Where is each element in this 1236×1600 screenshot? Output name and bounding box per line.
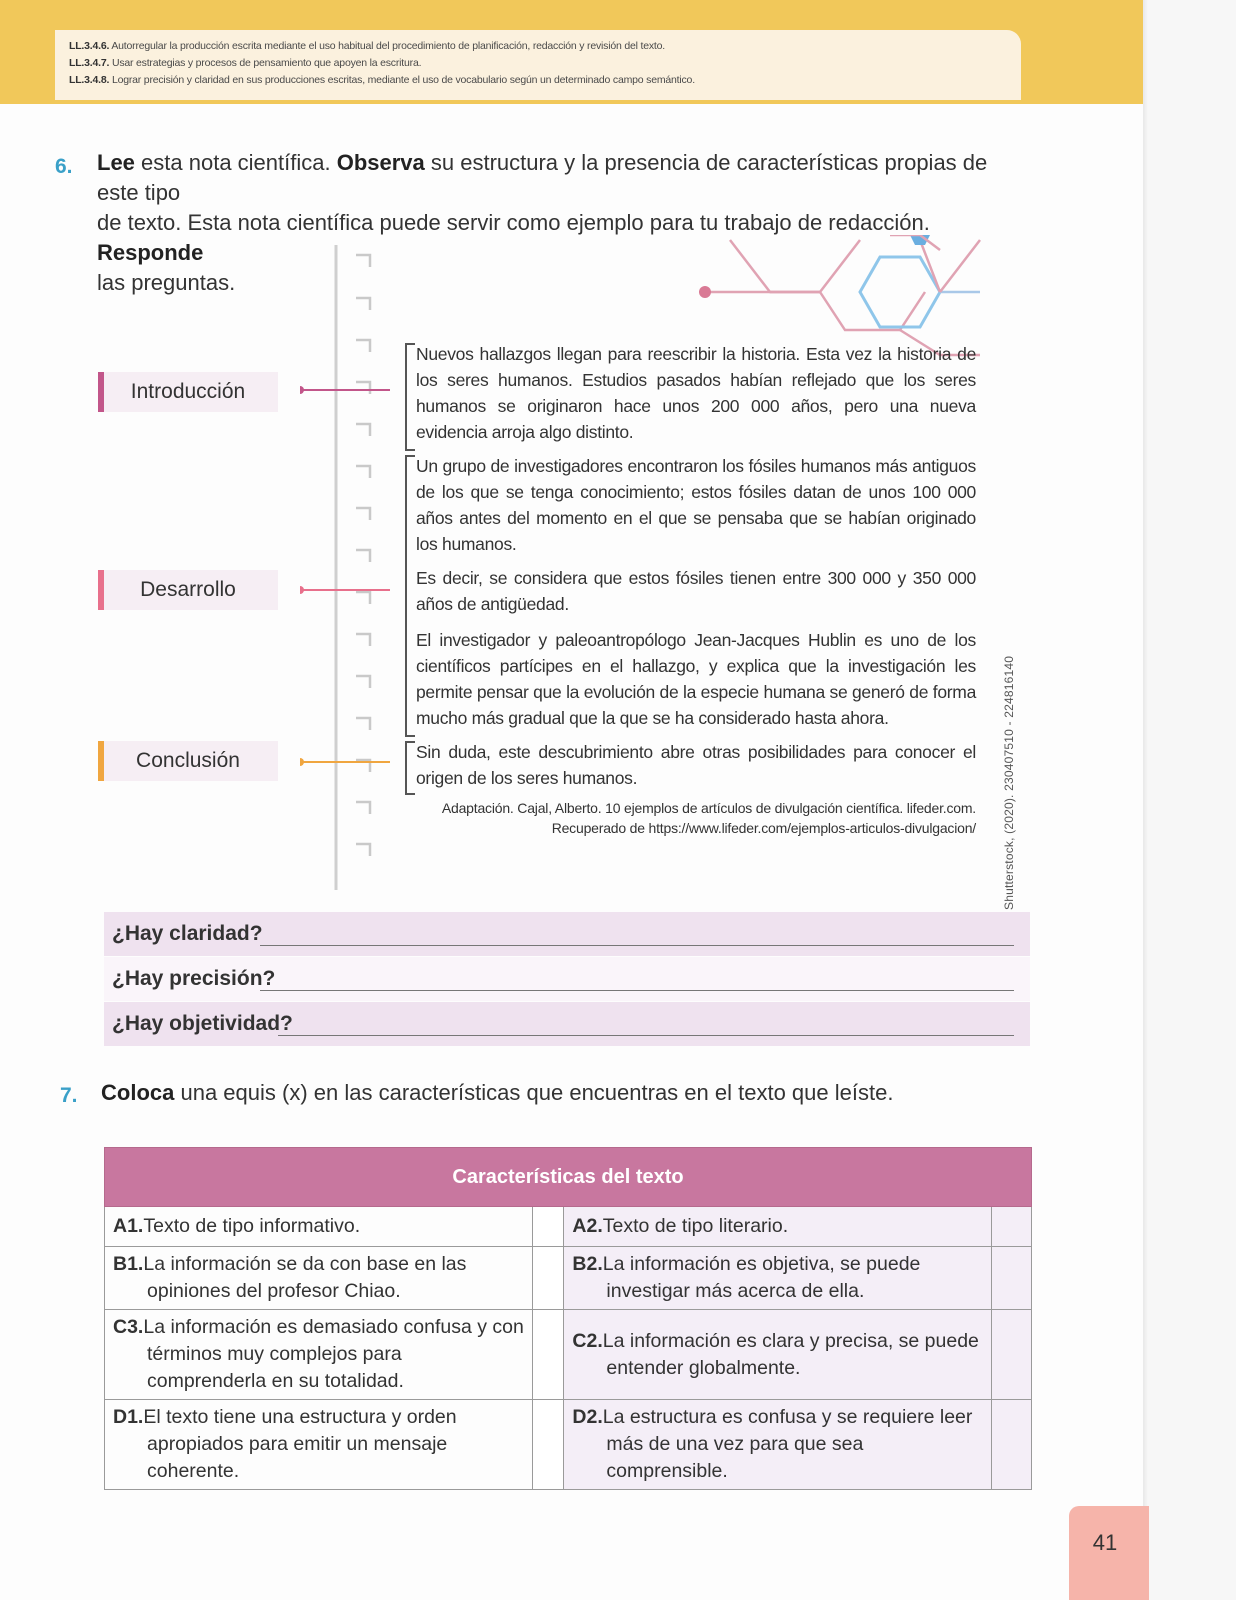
article-paragraph: Es decir, se considera que estos fósiles tienen entre 300 000 y 350 000 años de antigüedad. — [416, 568, 976, 614]
question-7-text: Coloca una equis (x) en las características que encuentras en el texto que leíste. — [101, 1080, 894, 1105]
page-number-tab — [1069, 1506, 1149, 1600]
bracket-desarrollo — [405, 455, 415, 737]
standard-line: LL.3.4.7. Usar estrategias y procesos de pensamiento que apoyen la escritura. — [69, 57, 422, 69]
molecule-decoration — [699, 235, 980, 355]
checkbox-cell[interactable] — [532, 1247, 564, 1310]
source-url: Recuperado de https://www.lifeder.com/ejemplos-articulos-divulgacion/ — [551, 820, 976, 836]
article-paragraph: Nuevos hallazgos llegan para reescribir la historia. Esta vez la historia de los seres humanos. Estudios pasados habían reflejado que los seres humanos se originaron hace unos 200 000 años, pero una nueva evidencia arroja algo distinto. — [416, 344, 976, 442]
article-paragraph: Un grupo de investigadores encontraron los fósiles humanos más antiguos de los que se tenga conocimiento; estos fósiles datan de unos 100 000 años antes del momento en el que se pensaba que se habían originado los humanos. — [416, 456, 976, 554]
article-paragraph: El investigador y paleoantropólogo Jean-Jacques Hublin es uno de los científicos partícipes en el hallazgo, y explica que la investigación les permite pensar que la evolución de la especie humana se generó de forma mucho más gradual que la que se ha considerado hasta ahora. — [416, 630, 976, 728]
bracket-conclusion — [405, 741, 415, 795]
spine-ticks — [356, 255, 370, 856]
question-label: ¿Hay claridad? — [112, 922, 263, 945]
standard-line: LL.3.4.6. Autorregular la producción escrita mediante el uso habitual del procedimiento de planificación, redacción y revisión del texto. — [69, 40, 665, 52]
checkbox-cell[interactable] — [532, 1310, 564, 1400]
checkbox-cell[interactable] — [992, 1400, 1032, 1490]
question-row — [104, 957, 1030, 1001]
standard-line: LL.3.4.8. Lograr precisión y claridad en sus producciones escritas, mediante el uso de vocabulario según un determinado campo semántico. — [69, 74, 695, 86]
standards-box — [55, 30, 1021, 100]
image-credit: Shutterstock, (2020). 230407510 - 224816140 — [1002, 655, 1016, 910]
header-band — [0, 0, 1148, 104]
question-label: ¿Hay objetividad? — [112, 1012, 293, 1035]
question-number: 6. — [55, 155, 73, 178]
question-number: 7. — [60, 1084, 78, 1107]
label-desarrollo: Desarrollo — [98, 570, 278, 610]
question-6-text: Lee esta nota científica. Observa su estructura y la presencia de características propias de este tipo de texto. Esta nota científica puede servir como ejemplo para tu trabajo de redacción. Responde las preguntas. — [97, 150, 988, 295]
table-row: A1.Texto de tipo informativo. A2.Texto de tipo literario. — [105, 1207, 1032, 1247]
bracket-intro — [405, 343, 415, 451]
table-row: B1.La información se da con base en las opiniones del profesor Chiao. B2.La información es objetiva, se puede investigar más acerca de ella. — [105, 1247, 1032, 1310]
checkbox-cell[interactable] — [992, 1310, 1032, 1400]
page-margin — [1148, 0, 1236, 1600]
answer-line[interactable] — [278, 1035, 1014, 1036]
checkbox-cell[interactable] — [532, 1207, 564, 1247]
table-row: D1.El texto tiene una estructura y orden apropiados para emitir un mensaje coherente. D2.La estructura es confusa y se requiere leer más de una vez para que sea comprensible. — [105, 1400, 1032, 1490]
question-row — [104, 912, 1030, 956]
table-title: Características del texto — [105, 1148, 1032, 1207]
checkbox-cell[interactable] — [992, 1207, 1032, 1247]
source-citation: Adaptación. Cajal, Alberto. 10 ejemplos de artículos de divulgación científica. lifeder.com. — [441, 800, 976, 816]
label-conclusion: Conclusión — [98, 741, 278, 781]
checkbox-cell[interactable] — [532, 1400, 564, 1490]
table-row: C3.La información es demasiado confusa y con términos muy complejos para comprenderla en su totalidad. C2.La información es clara y precisa, se puede entender globalmente. — [105, 1310, 1032, 1400]
characteristics-table — [104, 1147, 1032, 1490]
article-paragraph: Sin duda, este descubrimiento abre otras posibilidades para conocer el origen de los seres humanos. — [416, 742, 976, 788]
label-introduccion: Introducción — [98, 372, 278, 412]
answer-line[interactable] — [260, 990, 1014, 991]
answer-line[interactable] — [260, 945, 1014, 946]
checkbox-cell[interactable] — [992, 1247, 1032, 1310]
question-label: ¿Hay precisión? — [112, 967, 276, 990]
question-row — [104, 1002, 1030, 1046]
page-number: 41 — [1092, 1530, 1118, 1555]
